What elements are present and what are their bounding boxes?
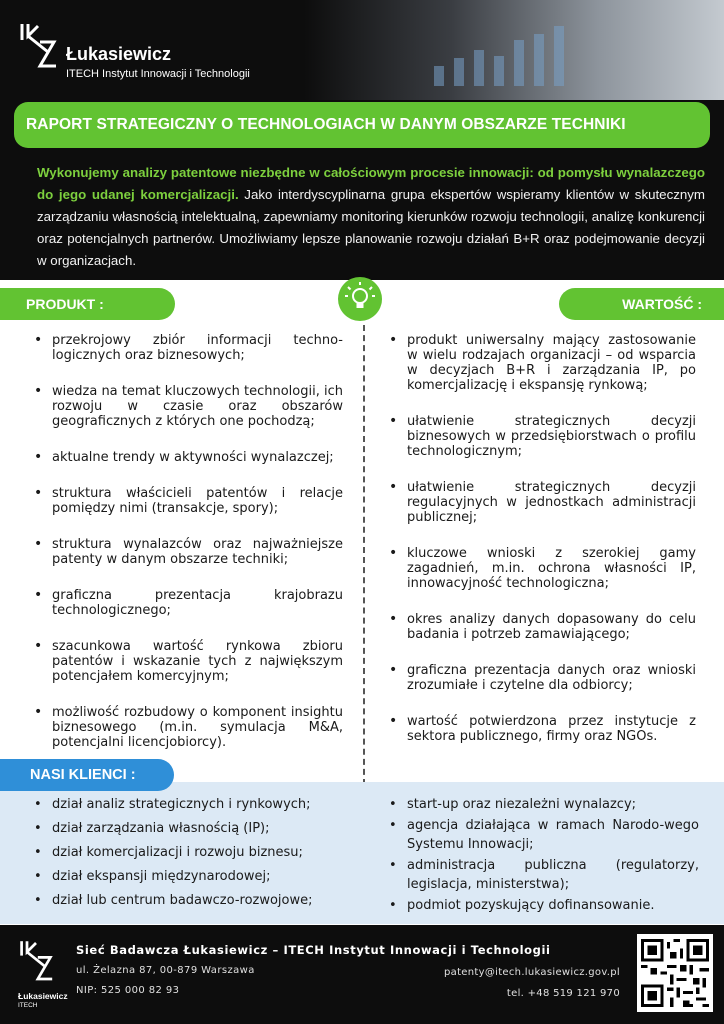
list-item: • graficzna prezentacja krajobrazu technologicznego;	[34, 588, 343, 618]
list-item: • struktura właścicieli patentów i relacje pomiędzy nimi (transakcje, spory);	[34, 486, 343, 516]
list-item: • agencja działająca w ramach Narodo-wego Systemu Innowacji;	[389, 816, 699, 854]
brand-subtitle: ITECH Instytut Innowacji i Technologii	[66, 68, 250, 80]
lukasiewicz-logo-icon	[18, 22, 58, 70]
footer-logo-icon	[18, 939, 54, 983]
list-item: • start-up oraz niezależni wynalazcy;	[389, 795, 699, 814]
produkt-list	[34, 333, 343, 771]
list-item: • produkt uniwersalny mający zastosowanie w wielu rodzajach organizacji – od wsparcia w decyzjach B+R i zarządzania IP, po komercjalizację i ekspansję rynkową;	[389, 333, 696, 393]
list-item: • dział analiz strategicznych i rynkowych;	[34, 795, 364, 814]
wartosc-heading: WARTOŚĆ :	[559, 288, 724, 320]
brand-name: Łukasiewicz	[66, 44, 172, 64]
list-item: • przekrojowy zbiór informacji techno-logicznych oraz biznesowych;	[34, 333, 343, 363]
clients-list-left	[34, 795, 364, 915]
intro-paragraph	[37, 162, 705, 272]
list-item: • okres analizy danych dopasowany do celu badania i potrzeb zamawiającego;	[389, 612, 696, 642]
list-item: • dział ekspansji międzynarodowej;	[34, 867, 364, 886]
list-item: • administracja publiczna (regulatorzy, legislacja, ministerstwa);	[389, 856, 699, 894]
clients-heading: NASI KLIENCI :	[0, 759, 174, 791]
header	[0, 0, 724, 280]
header-chart-photo	[304, 0, 724, 100]
clients-list-right	[389, 795, 699, 917]
lightbulb-icon	[338, 277, 382, 321]
list-item: • dział zarządzania własnością (IP);	[34, 819, 364, 838]
list-item: • podmiot pozyskujący dofinansowanie.	[389, 896, 699, 915]
list-item: • wartość potwierdzona przez instytucje z sektora publicznego, firmy oraz NGOs.	[389, 714, 696, 744]
qr-code-icon[interactable]	[637, 934, 713, 1012]
list-item: • aktualne trendy w aktywności wynalazczej;	[34, 450, 343, 465]
list-item: • szacunkowa wartość rynkowa zbioru patentów i wskazanie tych z największym potencjałem komercyjnym;	[34, 639, 343, 684]
footer-email-link[interactable]: patenty@itech.lukasiewicz.gov.pl	[444, 967, 620, 978]
intro-highlight: Wykonujemy analizy patentowe niezbędne w całościowym procesie innowacji: od pomysłu wynalazczego do jego udanej komercjalizacji.	[37, 165, 705, 202]
footer-brand-name: Łukasiewicz	[18, 991, 68, 1001]
list-item: • możliwość rozbudowy o komponent insightu biznesowego (m.in. symulacja M&A, potencjalni licencjobiorcy).	[34, 705, 343, 750]
intro-text: Jako interdyscyplinarna grupa ekspertów wspieramy klientów w skutecznym zarządzaniu własnością intelektualną, zapewniamy monitoring kierunków rozwoju technologii, analizę konkurencji oraz potencjalnych partnerów. Umożliwiamy lepsze planowanie rozwoju działań B+R oraz podejmowanie decyzji w organizacjach.	[37, 187, 705, 268]
list-item: • wiedza na temat kluczowych technologii, ich rozwoju w czasie oraz obszarów geograficznych z których one pochodzą;	[34, 384, 343, 429]
footer-nip: NIP: 525 000 82 93	[76, 985, 180, 996]
footer-title: Sieć Badawcza Łukasiewicz – ITECH Instytut Innowacji i Technologii	[76, 943, 551, 957]
footer-phone: tel. +48 519 121 970	[506, 988, 620, 999]
footer-address: ul. Żelazna 87, 00-879 Warszawa	[76, 965, 255, 976]
footer-brand-subtitle: ITECH	[18, 1002, 38, 1009]
list-item: • ułatwienie strategicznych decyzji regulacyjnych w jednostkach administracji publicznej;	[389, 480, 696, 525]
list-item: • dział lub centrum badawczo-rozwojowe;	[34, 891, 364, 910]
list-item: • struktura wynalazców oraz najważniejsze patenty w danym obszarze techniki;	[34, 537, 343, 567]
column-divider	[363, 325, 365, 785]
wartosc-list	[389, 333, 696, 765]
list-item: • kluczowe wnioski z szerokiej gamy zagadnień, m.in. ochrona własności IP, innowacyjność technologiczna;	[389, 546, 696, 591]
list-item: • graficzna prezentacja danych oraz wnioski zrozumiałe i czytelne dla odbiorcy;	[389, 663, 696, 693]
produkt-heading: PRODUKT :	[0, 288, 175, 320]
list-item: • ułatwienie strategicznych decyzji biznesowych w przedsiębiorstwach o profilu technologicznym;	[389, 414, 696, 459]
footer	[0, 925, 724, 1024]
list-item: • dział komercjalizacji i rozwoju biznesu;	[34, 843, 364, 862]
page-title: RAPORT STRATEGICZNY O TECHNOLOGIACH W DANYM OBSZARZE TECHNIKI	[14, 102, 710, 148]
